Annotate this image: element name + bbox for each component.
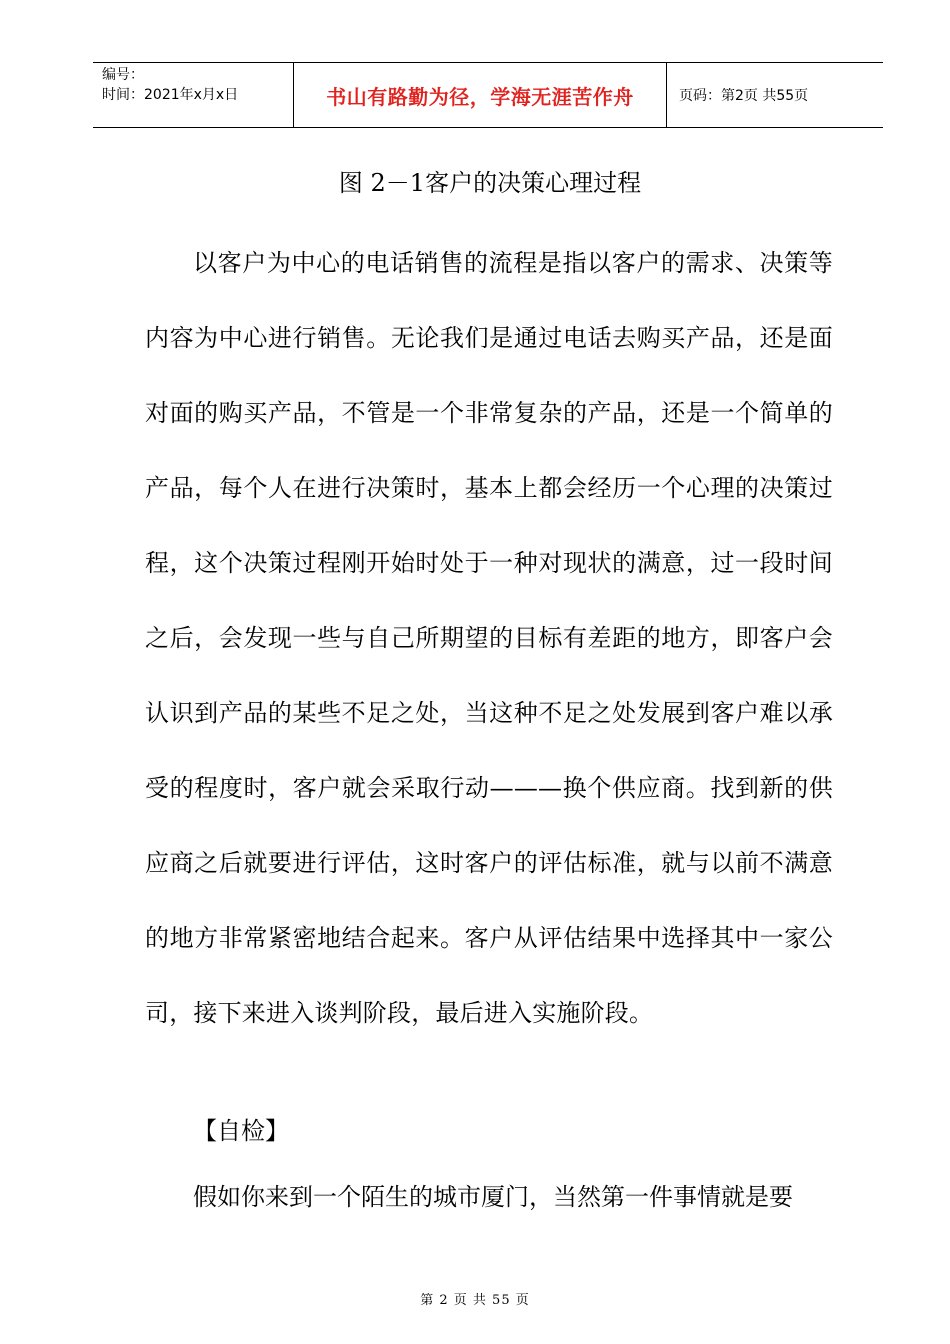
body-paragraph-continued: 假如你来到一个陌生的城市厦门，当然第一件事情就是要 [193, 1183, 793, 1211]
document-number: 编号： [102, 67, 144, 83]
document-time: 时间：2021年x月x日 [102, 87, 239, 103]
body-paragraph: 以客户为中心的电话销售的流程是指以客户的需求、决策等内容为中心进行销售。无论我们是通过电话去购买产品，还是面对面的购买产品，不管是一个非常复杂的产品，还是一个简单的产品，每个人在进行决策时，基本上都会经历一个心理的决策过程，这个决策过程刚开始时处于一种对现状的满意，过一段时间之后，会发现一些与自己所期望的目标有差距的地方，即客户会认识到产品的某些不足之处，当这种不足之处发展到客户难以承受的程度时，客户就会采取行动———换个供应商。找到新的供应商之后就要进行评估，这时客户的评估标准，就与以前不满意的地方非常紧密地结合起来。客户从评估结果中选择其中一家公司，接下来进入谈判阶段，最后进入实施阶段。 [145, 249, 833, 1027]
page-footer: 第 2 页 共 55 页 [420, 1293, 530, 1308]
header-meta [93, 63, 294, 127]
page-header [93, 62, 883, 128]
figure-caption: 图 2－1客户的决策心理过程 [338, 169, 642, 197]
section-heading: 【自检】 [193, 1117, 289, 1145]
header-page-code: 页码：第2页 共55页 [679, 88, 809, 104]
header-motto: 书山有路勤为径，学海无涯苦作舟 [294, 63, 667, 127]
